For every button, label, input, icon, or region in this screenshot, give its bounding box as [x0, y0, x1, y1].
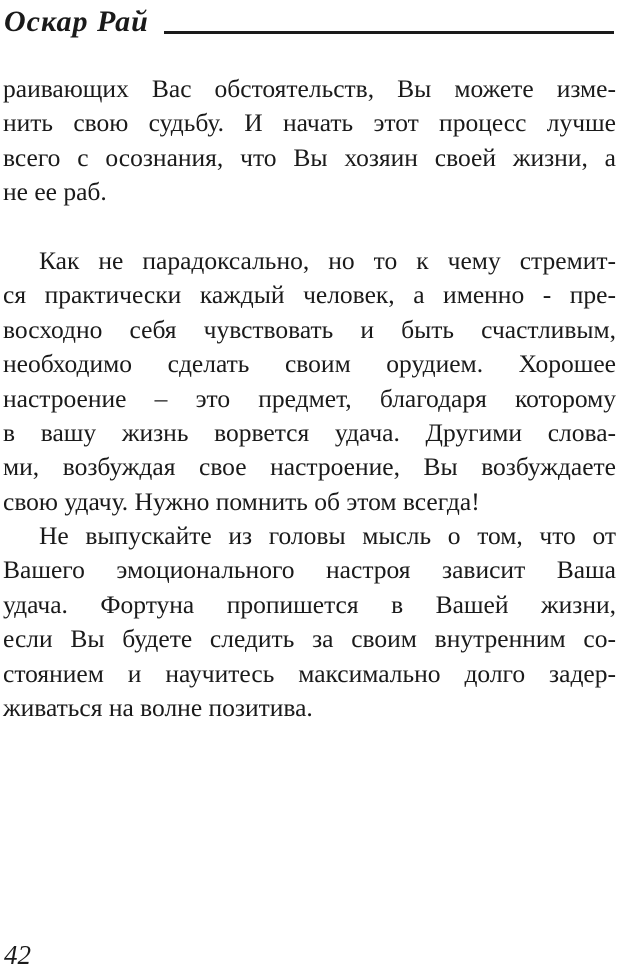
- text-line: живаться на волне позитива.: [3, 693, 313, 723]
- text-line: не ее раб.: [3, 177, 107, 207]
- text-line: всего с осознания, что Вы хозяин своей жизни, а: [3, 142, 616, 172]
- paragraph: [3, 244, 616, 519]
- text-line: необходимо сделать своим орудием. Хорошее: [3, 349, 616, 379]
- header-author: Оскар Рай: [4, 5, 149, 38]
- header-rule: [164, 31, 614, 34]
- text-line: Не выпускайте из головы мысль о том, что от: [39, 521, 616, 551]
- running-header: [4, 0, 616, 44]
- text-line: раивающих Вас обстоятельств, Вы можете изме-: [3, 74, 616, 103]
- page-body: [3, 72, 616, 725]
- text-line: в вашу жизнь ворвется удача. Другими слова-: [3, 417, 616, 447]
- text-line: свою удачу. Нужно помнить об этом всегда!: [3, 486, 480, 516]
- text-line: если Вы будете следить за своим внутренним со-: [3, 624, 616, 654]
- text-line: Как не парадоксально, но то к чему стремит-: [39, 245, 616, 275]
- text-line: нить свою судьбу. И начать этот процесс лучше: [3, 108, 616, 138]
- paragraph: [3, 519, 616, 725]
- text-line: настроение – это предмет, благодаря которому: [3, 383, 616, 413]
- text-line: Вашего эмоционального настроя зависит Ваша: [3, 555, 616, 585]
- paragraph-gap: [3, 210, 616, 244]
- paragraph: [3, 72, 616, 210]
- text-line: восходно себя чувствовать и быть счастливым,: [3, 314, 616, 344]
- text-line: удача. Фортуна пропишется в Вашей жизни,: [3, 589, 616, 619]
- text-line: ми, возбуждая свое настроение, Вы возбуждаете: [3, 452, 616, 482]
- page-number: 42: [4, 940, 31, 970]
- text-line: ся практически каждый человек, а именно - пре-: [3, 280, 616, 310]
- text-line: стоянием и научитесь максимально долго задер-: [3, 658, 616, 688]
